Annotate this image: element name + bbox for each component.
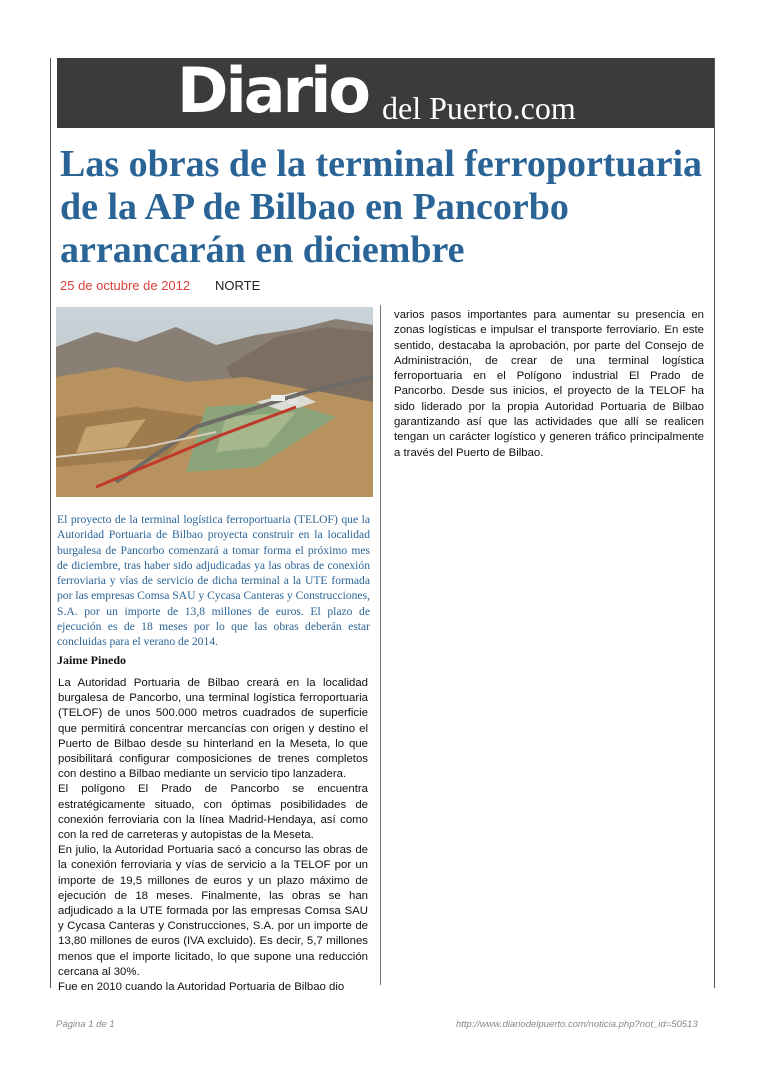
column-divider xyxy=(380,305,381,985)
article-section: NORTE xyxy=(215,278,261,293)
article-body-left-column xyxy=(58,676,368,995)
aerial-photo xyxy=(56,307,373,497)
footer-page-number: Página 1 de 1 xyxy=(56,1019,115,1030)
logo-sub: del Puerto.com xyxy=(382,90,576,126)
body-paragraph: La Autoridad Portuaria de Bilbao creará en la localidad burgalesa de Pancorbo, una terminal logística ferroportuaria (TELOF) de unos 500.000 metros cuadrados de superficie que permitirá concentrar mercancías con origen y destino el Puerto de Bilbao desde su hinterland en la Meseta, lo que posibilitará configurar composiciones de trenes completos con destino a Bilbao mediante un servicio tipo lanzadera. xyxy=(58,677,368,781)
right-border-line xyxy=(714,58,715,988)
article-lead: El proyecto de la terminal logística ferroportuaria (TELOF) que la Autoridad Portuaria de Bilbao proyecta construir en la localidad burgalesa de Pancorbo comenzará a tomar forma el próximo mes de diciembre, tras haber sido adjudicadas ya las obras de conexión ferroviaria y vías de servicio de dicha terminal a la UTE formada por las empresas Comsa SAU y Cycasa Canteras y Construcciones, S.A. por un importe de 13,8 millones de euros. El plazo de ejecución es de 18 meses por lo que las obras deberán estar concluidas para el verano de 2014. xyxy=(57,513,370,649)
body-paragraph: varios pasos importantes para aumentar su presencia en zonas logísticas e impulsar el transporte ferroviario. En este sentido, destacaba la aprobación, por parte del Consejo de Administración, de crear de una terminal logística ferroportuaria en el Polígono industrial El Prado de Pancorbo. Desde sus inicios, el proyecto de la TELOF ha sido liderado por la propia Autoridad Portuaria de Bilbao garantizando así que las actividades que allí se realicen tengan un carácter logístico y generen tráfico principalmente a través del Puerto de Bilbao. xyxy=(394,309,704,459)
article-headline: Las obras de la terminal ferroportuaria de la AP de Bilbao en Pancorbo arrancarán en diciembre xyxy=(60,143,703,271)
left-border-line xyxy=(50,58,51,988)
article-date: 25 de octubre de 2012 xyxy=(60,278,191,293)
body-paragraph: El polígono El Prado de Pancorbo se encuentra estratégicamente situado, con óptimas posibilidades de conexión ferroviaria con la línea Madrid-Hendaya, así como con la red de carreteras y autopistas de la Meseta. xyxy=(58,783,368,842)
body-paragraph: Fue en 2010 cuando la Autoridad Portuaria de Bilbao dio xyxy=(58,981,345,994)
masthead xyxy=(57,58,714,128)
footer-url: http://www.diariodelpuerto.com/noticia.php?not_id=50513 xyxy=(456,1019,698,1030)
article-author: Jaime Pinedo xyxy=(57,653,126,667)
article-body-right-column xyxy=(394,308,704,461)
body-paragraph: En julio, la Autoridad Portuaria sacó a concurso las obras de la conexión ferroviaria y vías de servicio a la TELOF por un importe de 19,5 millones de euros y un plazo máximo de ejecución de 18 meses. Finalmente, las obras se han adjudicado a la UTE formada por las empresas Comsa SAU y Cycasa Canteras y Construcciones, S.A. por un importe de 13,80 millones de euros (IVA excluido). Es decir, 5,7 millones menos que el importe licitado, lo que supone una reducción cercana al 30%. xyxy=(58,844,368,978)
logo-main: Diario xyxy=(177,58,368,127)
